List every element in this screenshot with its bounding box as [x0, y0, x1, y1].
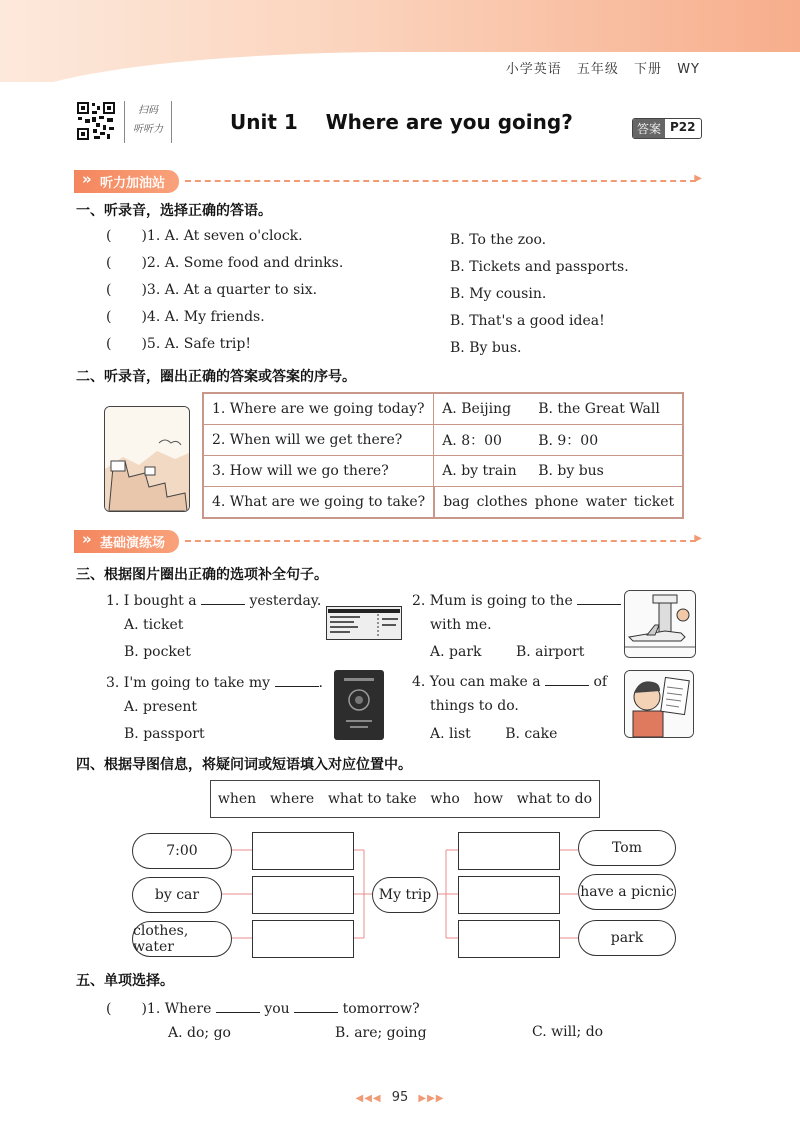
map-left-time: 7:00 — [132, 833, 232, 869]
q2-option-b[interactable]: B. 9：00 — [538, 433, 599, 449]
word-what-to-do: what to do — [516, 791, 593, 807]
q5-option-a[interactable]: A. do; go — [168, 1025, 231, 1041]
q3-item1-option-b[interactable]: B. pocket — [124, 644, 191, 660]
answer-blank[interactable] — [275, 672, 319, 687]
q3-item4-prompt-mid: of — [593, 674, 608, 690]
q3-item1-option-a[interactable]: A. ticket — [124, 617, 184, 633]
q1-item — [106, 228, 303, 244]
map-center: My trip — [372, 877, 438, 913]
q1-option-b[interactable]: B. My cousin. — [450, 286, 547, 302]
word-how: how — [473, 791, 503, 807]
q1-option-a[interactable]: )3. A. At a quarter to six. — [141, 282, 318, 298]
q3-item2-options — [430, 644, 584, 660]
q3-item3 — [106, 672, 323, 691]
q2-word-options — [434, 487, 682, 517]
book-grade: 五年级 — [576, 62, 619, 77]
scan-label-line2: 听听力 — [133, 124, 163, 135]
ticket-image — [326, 606, 402, 640]
q2-option-a[interactable]: A. 8：00 — [442, 433, 502, 449]
passport-image — [334, 670, 384, 740]
q2-row — [203, 456, 683, 487]
word-where: where — [269, 791, 315, 807]
q2-options — [434, 425, 684, 456]
map-left-items: clothes, water — [132, 921, 232, 957]
q3-item2 — [412, 590, 621, 609]
q1-option-b[interactable]: B. Tickets and passports. — [450, 259, 629, 275]
page-left-arrows-icon: ◀◀◀ — [355, 1093, 382, 1104]
q2-question: 1. Where are we going today? — [203, 393, 434, 425]
answer-badge-label: 答案 — [633, 119, 665, 138]
answer-paren-open[interactable]: ( — [106, 282, 112, 298]
answer-blank[interactable] — [545, 671, 589, 686]
answer-paren-open[interactable]: ( — [106, 336, 112, 352]
q2-option-a[interactable]: A. Beijing — [442, 401, 512, 417]
answer-blank[interactable] — [294, 998, 338, 1013]
q1-heading: 一、听录音，选择正确的答语。 — [76, 203, 272, 219]
answer-blank[interactable] — [216, 998, 260, 1013]
q2-word-option[interactable]: phone — [534, 494, 579, 510]
q5-item1-prompt-end: tomorrow? — [342, 1001, 420, 1017]
q2-heading: 二、听录音，圈出正确的答案或答案的序号。 — [76, 369, 356, 385]
book-edition: WY — [677, 62, 700, 77]
q2-option-b[interactable]: B. by bus — [538, 463, 604, 479]
q2-question: 2. When will we get there? — [203, 425, 434, 456]
word-what-to-take: what to take — [327, 791, 417, 807]
banner-dashed-line — [185, 540, 696, 542]
answer-box[interactable] — [458, 876, 560, 914]
answer-paren-open[interactable]: ( — [106, 1001, 112, 1017]
q1-item — [106, 309, 265, 325]
map-right-place: park — [578, 920, 676, 956]
q1-option-b[interactable]: B. That's a good idea! — [450, 313, 605, 329]
qr-code-icon[interactable] — [76, 101, 116, 141]
banner-basics — [74, 530, 696, 552]
q3-item2-option-b[interactable]: B. airport — [515, 644, 585, 660]
q4-word-bank — [210, 780, 600, 818]
answer-box[interactable] — [252, 920, 354, 958]
q3-heading: 三、根据图片圈出正确的选项补全句子。 — [76, 567, 328, 583]
q2-word-option[interactable]: ticket — [633, 494, 675, 510]
q3-item1-prompt: 1. I bought a — [106, 593, 197, 609]
q2-options — [434, 393, 684, 425]
q2-option-a[interactable]: A. by train — [442, 463, 517, 479]
map-right-activity: have a picnic — [578, 874, 676, 910]
answer-badge-page: P22 — [670, 120, 696, 134]
book-volume: 下册 — [634, 62, 663, 77]
scan-to-listen-label — [124, 101, 172, 143]
q1-item — [106, 282, 317, 298]
book-info — [496, 58, 700, 77]
answer-badge[interactable] — [632, 118, 702, 139]
banner-basics-label: » 基础演练场 — [74, 530, 179, 553]
q3-item2-prompt: 2. Mum is going to the — [412, 593, 573, 609]
q3-item1-prompt-end: yesterday. — [249, 593, 322, 609]
q5-option-b[interactable]: B. are; going — [335, 1025, 427, 1041]
page-number-value: 95 — [391, 1090, 409, 1105]
banner-dashed-line — [185, 180, 696, 182]
answer-paren-open[interactable]: ( — [106, 309, 112, 325]
map-right-person: Tom — [578, 830, 676, 866]
q2-row — [203, 425, 683, 456]
q3-item1 — [106, 590, 321, 609]
scan-label-line1: 扫码 — [138, 105, 158, 116]
q3-item3-option-b[interactable]: B. passport — [124, 726, 205, 742]
word-who: who — [430, 791, 460, 807]
q3-item4-option-a[interactable]: A. list — [430, 726, 471, 742]
answer-paren-open[interactable]: ( — [106, 228, 112, 244]
q3-item3-option-a[interactable]: A. present — [124, 699, 198, 715]
q1-option-a[interactable]: )5. A. Safe trip! — [141, 336, 251, 352]
q3-item2-option-a[interactable]: A. park — [430, 644, 482, 660]
q2-row — [203, 393, 683, 425]
q5-option-c[interactable]: C. will; do — [532, 1024, 604, 1040]
map-left-transport: by car — [132, 877, 222, 913]
q2-options — [434, 456, 684, 487]
q3-item4 — [412, 671, 607, 690]
q2-word-option[interactable]: water — [585, 494, 627, 510]
q2-option-b[interactable]: B. the Great Wall — [538, 401, 660, 417]
q2-question: 3. How will we go there? — [203, 456, 434, 487]
answer-box[interactable] — [252, 832, 354, 870]
answer-blank[interactable] — [201, 590, 245, 605]
q2-word-option[interactable]: clothes — [476, 494, 528, 510]
q5-item1 — [106, 998, 420, 1017]
q5-heading: 五、单项选择。 — [76, 973, 174, 989]
q1-option-a[interactable]: )2. A. Some food and drinks. — [141, 255, 344, 271]
page-title: Unit 1 Where are you going? — [230, 110, 573, 134]
answer-box[interactable] — [252, 876, 354, 914]
q2-question: 4. What are we going to take? — [203, 487, 434, 519]
great-wall-image — [104, 406, 190, 512]
q3-item4-option-b[interactable]: B. cake — [505, 726, 558, 742]
q3-item4-prompt-end: things to do. — [430, 698, 519, 714]
word-when: when — [217, 791, 257, 807]
answer-box[interactable] — [458, 832, 560, 870]
q3-item4-prompt: 4. You can make a — [412, 674, 541, 690]
q1-option-b[interactable]: B. By bus. — [450, 340, 522, 356]
q2-row — [203, 487, 683, 519]
answer-box[interactable] — [458, 920, 560, 958]
q1-option-a[interactable]: )4. A. My friends. — [141, 309, 265, 325]
page-number — [350, 1090, 450, 1105]
answer-blank[interactable] — [577, 590, 621, 605]
page-right-arrows-icon: ▶▶▶ — [418, 1093, 445, 1104]
banner-listening-label: » 听力加油站 — [74, 170, 179, 193]
q1-option-b[interactable]: B. To the zoo. — [450, 232, 547, 248]
q3-item3-prompt-end: . — [318, 675, 323, 691]
q1-option-a[interactable]: )1. A. At seven o'clock. — [141, 228, 303, 244]
q2-table — [202, 392, 684, 519]
q4-heading: 四、根据导图信息，将疑问词或短语填入对应位置中。 — [76, 757, 412, 773]
boy-with-list-image — [624, 670, 694, 738]
banner-listening — [74, 170, 696, 192]
book-subject: 小学英语 — [505, 62, 562, 77]
answer-paren-open[interactable]: ( — [106, 255, 112, 271]
q1-item — [106, 255, 343, 271]
q3-item3-prompt: 3. I'm going to take my — [106, 675, 271, 691]
q2-word-option[interactable]: bag — [443, 494, 470, 510]
q3-item2-prompt-end: with me. — [430, 617, 492, 633]
q3-item4-options — [430, 726, 557, 742]
q5-item1-prompt-mid: you — [264, 1001, 290, 1017]
q1-item — [106, 336, 251, 352]
q5-item1-prompt: )1. Where — [141, 1001, 212, 1017]
airport-image — [624, 590, 696, 658]
